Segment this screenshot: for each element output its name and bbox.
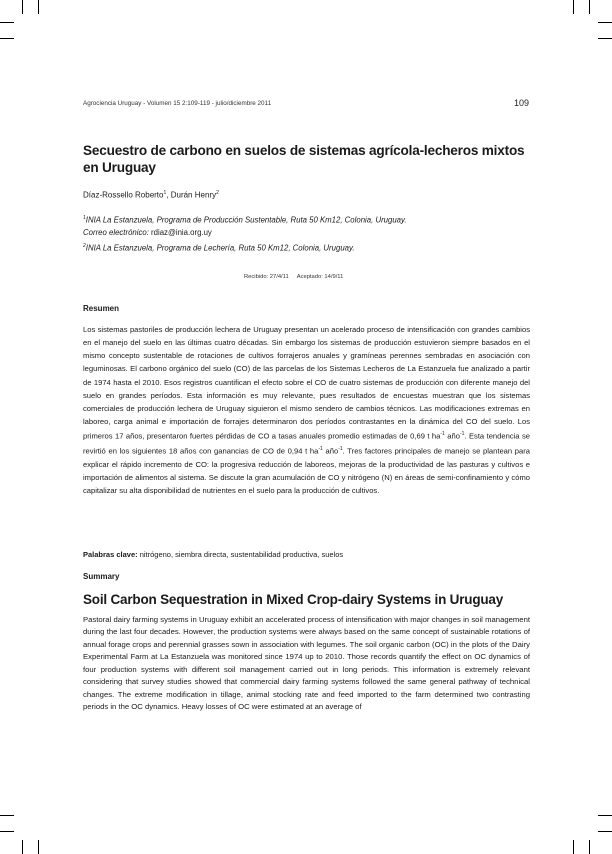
- crop-mark: [598, 815, 612, 816]
- crop-mark: [22, 840, 23, 854]
- crop-mark: [38, 840, 39, 854]
- crop-mark: [38, 0, 39, 14]
- crop-mark: [22, 0, 23, 14]
- summary-heading: Summary: [83, 572, 120, 581]
- affiliations: [83, 212, 407, 255]
- crop-mark: [573, 0, 574, 14]
- affiliation-text: INIA La Estanzuela, Programa de Lechería, Ruta 50 Km12, Colonia, Uruguay.: [85, 243, 355, 253]
- crop-mark: [598, 22, 612, 23]
- running-header: Agrociencia Uruguay - Volumen 15 2:109-119 - julio/diciembre 2011: [83, 100, 272, 107]
- unit-exponent: -1: [338, 445, 343, 452]
- dates-line: [244, 274, 343, 280]
- crop-mark: [589, 840, 590, 854]
- unit-exponent: -1: [440, 431, 445, 438]
- keywords-line: [83, 550, 343, 559]
- crop-mark: [598, 38, 612, 39]
- unit-exponent: -1: [318, 445, 323, 452]
- affiliation-text: INIA La Estanzuela, Programa de Producción Sustentable, Ruta 50 Km12, Colonia, Uruguay.: [85, 215, 407, 225]
- crop-mark: [0, 815, 14, 816]
- resumen-text: . Tres factores principales de manejo se plantean para explicar el rápido incremento de CO: la progresiva reducción de laboreos, mejoras de la productividad de las pasturas y cultivos e importación de alimentos al sistema. Se discute la gran acumulación de CO y nitrógeno (N) en áreas de semi-confinamiento y cómo capitalizar su alta disponibilidad de nutrientes en el suelo para la producción de cultivos.: [83, 446, 531, 495]
- resumen-text: Los sistemas pastoriles de producción lechera de Uruguay presentan un acelerado proceso de intensificación con grandes cambios en el manejo del suelo en las últimas cuatro décadas. Sin embargo los sistemas de producción estuvieron siempre basados en el mismo concepto sustentable de rotaciones de cultivos forrajeros anuales y gramíneas perennes sembradas en asociación con leguminosas. El carbono orgánico del suelo (CO) de las parcelas de los Sistemas Lecheros de La Estanzuela fue analizado a partir de 1974 hasta el 2010. Esos registros cuantifican el efecto sobre el CO de cuatro sistemas de producción con diferente manejo del suelo en grandes períodos. Esta información es muy relevante, pues resultados de encuestas muestran que los sistemas comerciales de producción lechera de Uruguay siguieron el mismo sendero de cambios técnicos. Las modificaciones extremas en laboreo, carga animal e importación de forrajes determinaron dos períodos contrastantes en la dinámica del CO del suelo. Los primeros 17 años, presentaron fuertes pérdidas de CO a tasas anuales promedio estimadas de 0,69 t ha: [83, 325, 530, 441]
- email-link[interactable]: rdiaz@inia.org.uy: [151, 228, 212, 238]
- resumen-text: . Esta tendencia se revirtió en los siguientes 18 años con ganancias de CO de 0,94 t ha: [83, 431, 530, 456]
- author-name: Durán Henry: [170, 190, 217, 200]
- affiliation-marker: 1: [163, 190, 167, 196]
- resumen-heading: Resumen: [83, 304, 120, 313]
- english-title: Soil Carbon Sequestration in Mixed Crop-dairy Systems in Uruguay: [83, 592, 504, 607]
- crop-mark: [0, 831, 14, 832]
- crop-mark: [589, 0, 590, 14]
- resumen-text: año: [322, 446, 339, 456]
- affiliation-2: [83, 240, 407, 255]
- author-separator: ,: [166, 190, 171, 200]
- affiliation-marker: 2: [216, 190, 219, 196]
- affiliation-1: [83, 212, 407, 227]
- received-date: Recibido: 27/4/11: [244, 274, 289, 280]
- author-list: [83, 190, 219, 200]
- summary-paragraph: Pastoral dairy farming systems in Uruguay exhibit an accelerated process of intensification with major changes in soil management during the last four decades. However, the production systems were always based on the same concept of sustainable rotations of annual forage crops and perennial grasses sown in association with legumes. The soil organic carbon (OC) in the plots of the Dairy Experimental Farm at La Estanzuela was monitored since 1974 up to 2010. Those records quantify the effect on OC dynamics of four production systems with different soil management carried out in long periods. This information is extremely relevant considering that survey studies showed that commercial dairy farming systems followed the same general pathway of technical changes. The extreme modification in tillage, animal stocking rate and feed imported to the farm determined two contrasting periods in the OC dynamics. Heavy losses of OC were estimated at an average of: [83, 615, 530, 712]
- accepted-date: Aceptado: 14/9/11: [296, 274, 344, 280]
- affiliation-marker: 1: [83, 215, 86, 221]
- keywords-label: Palabras clave:: [83, 550, 138, 559]
- email-label: Correo electrónico:: [83, 228, 152, 238]
- crop-mark: [0, 38, 14, 39]
- unit-exponent: -1: [459, 431, 465, 438]
- affiliation-marker: 2: [83, 242, 86, 249]
- crop-mark: [573, 840, 574, 854]
- resumen-paragraph: [83, 323, 530, 497]
- article-title: Secuestro de carbono en suelos de sistemas agrícola-lecheros mixtos en Uruguay: [83, 143, 525, 175]
- resumen-text: año: [444, 431, 460, 441]
- crop-mark: [0, 22, 14, 23]
- crop-mark: [598, 831, 612, 832]
- page-number: 109: [513, 98, 529, 108]
- email-line: [83, 227, 407, 240]
- author-name: Díaz-Rossello Roberto: [83, 190, 164, 200]
- keywords-text: nitrógeno, siembra directa, sustentabilidad productiva, suelos: [137, 550, 344, 559]
